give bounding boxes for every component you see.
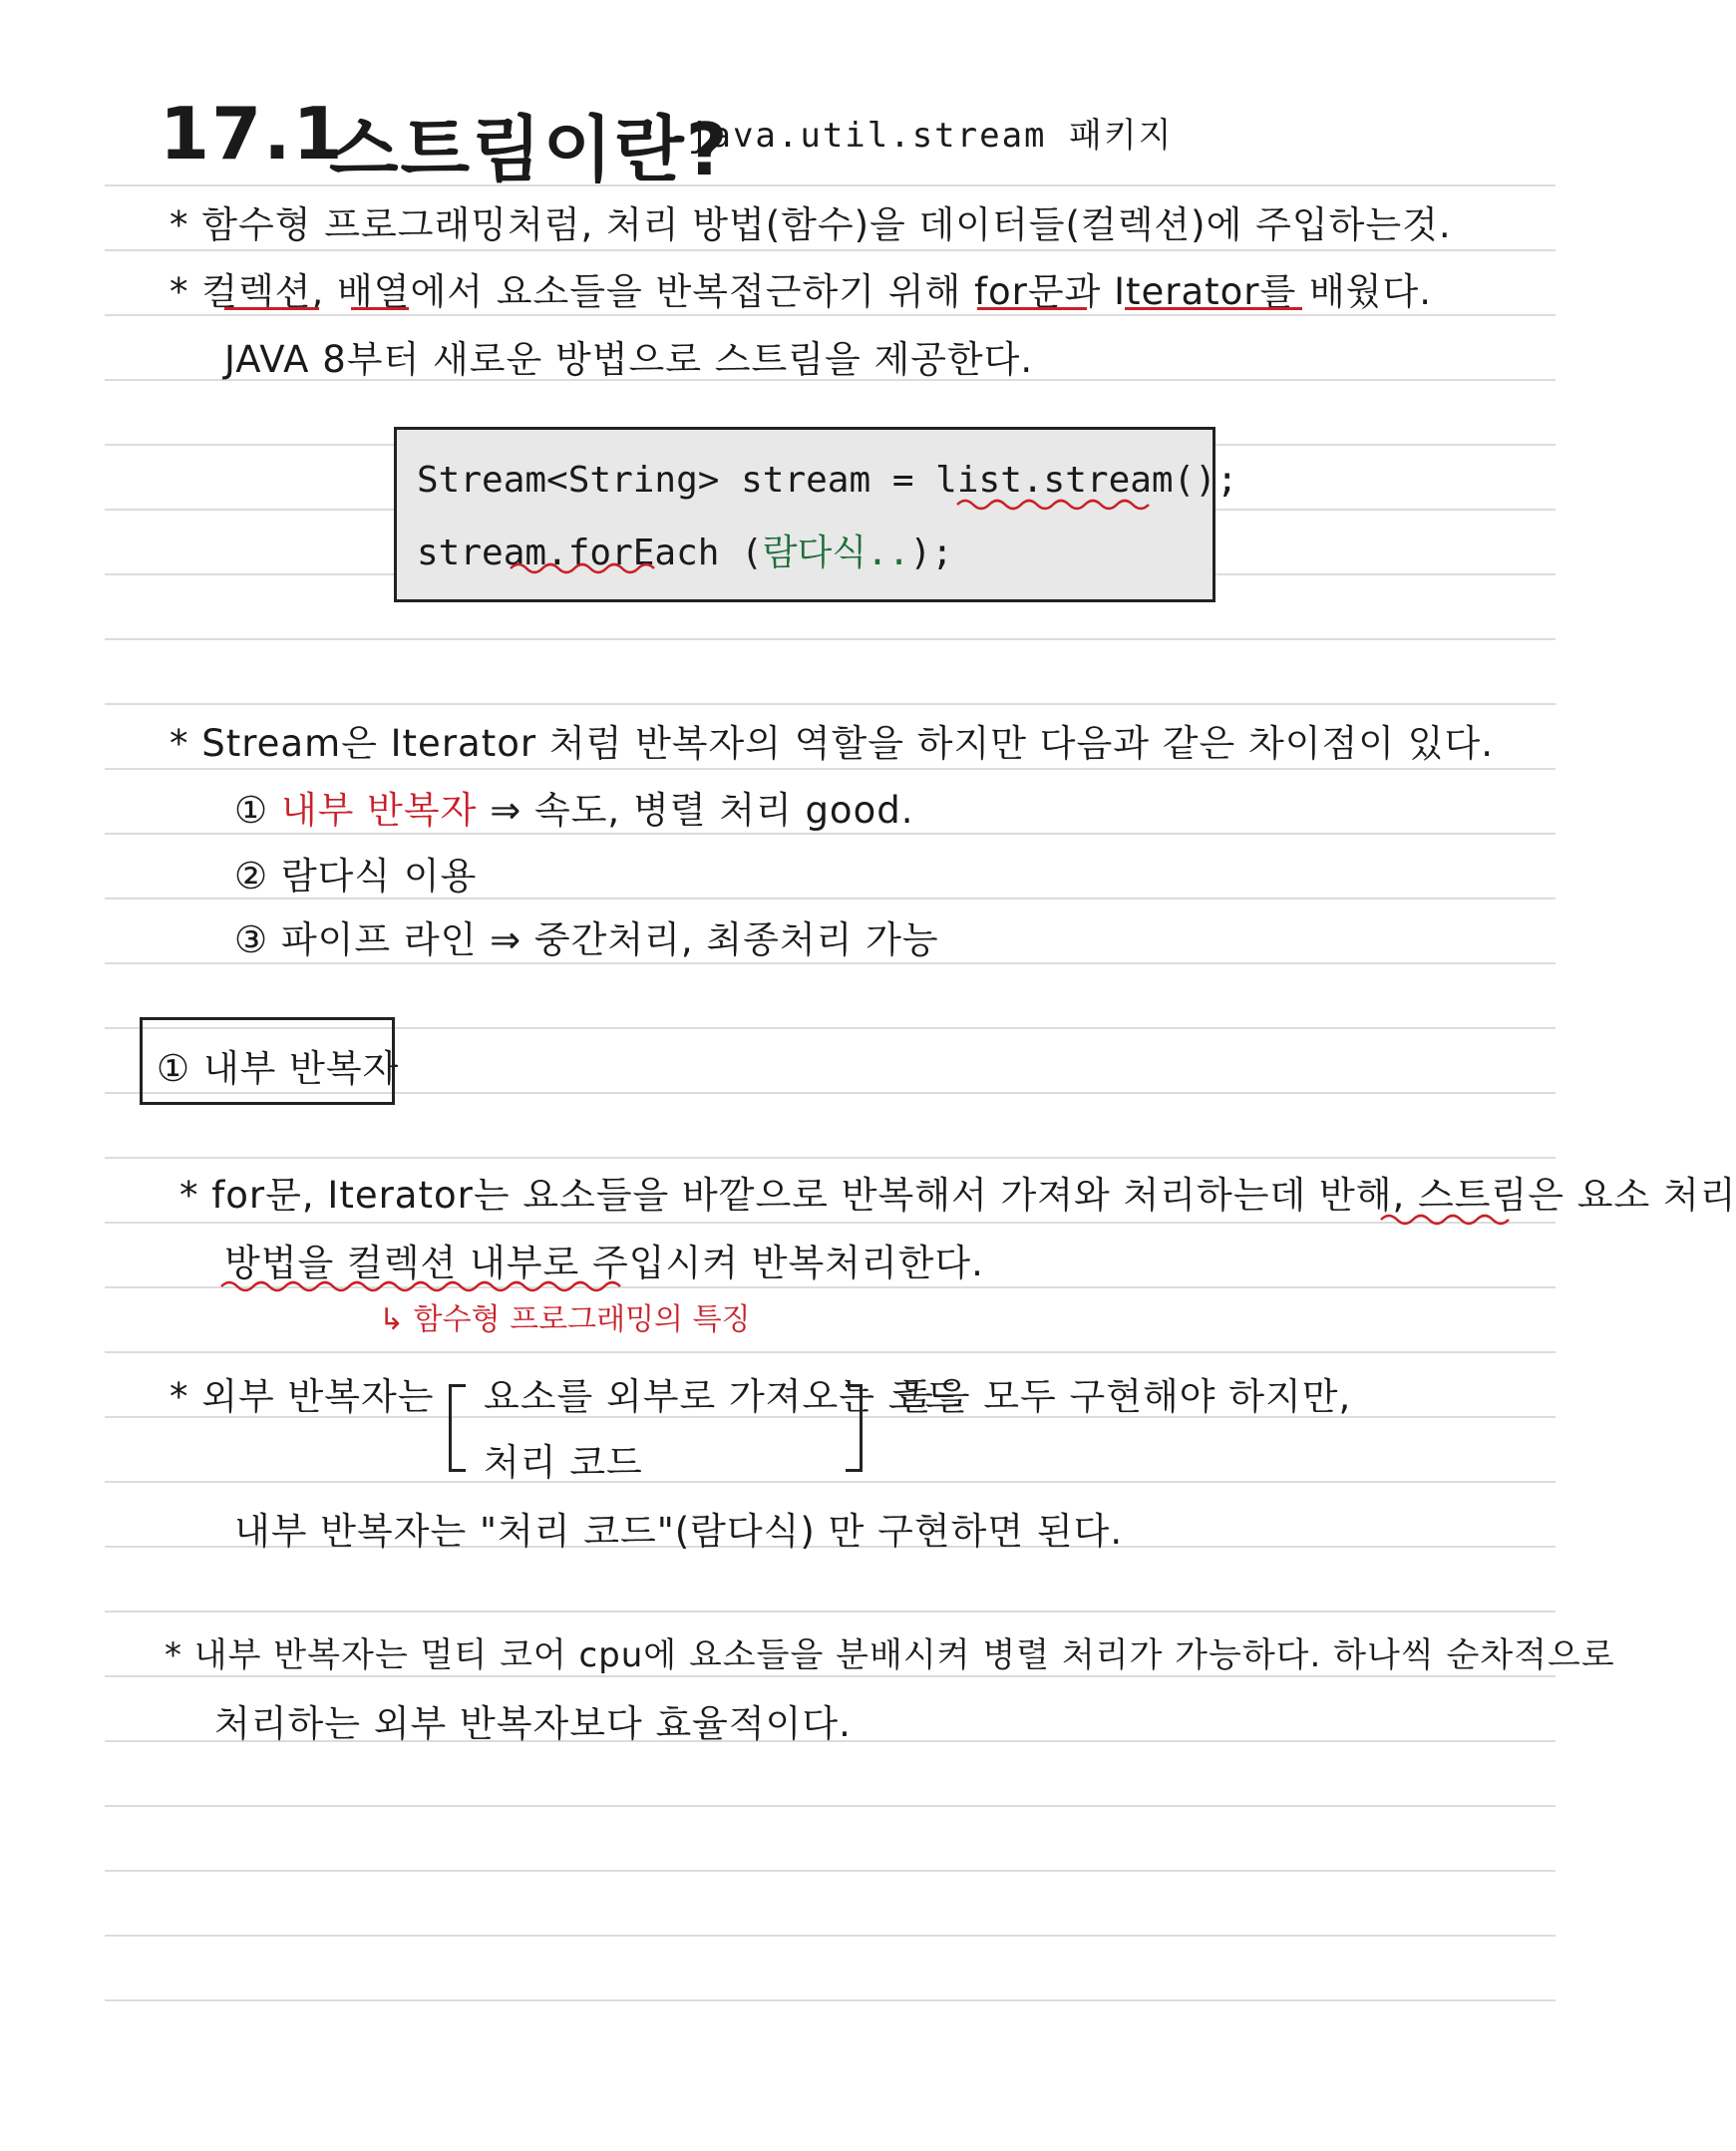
- external-item-2: 처리 코드: [484, 1441, 643, 1484]
- underline-collection: [224, 307, 319, 310]
- internal-p2-text: 컬렉션 내부로 주입시켜 반복처리한다.: [334, 1242, 984, 1284]
- item-1-text: ⇒ 속도, 병렬 처리 good.: [490, 789, 914, 832]
- wavy-underline-foreach: [511, 560, 670, 576]
- space: [1101, 270, 1114, 313]
- rule-line: [105, 768, 1556, 770]
- rule-line: [105, 249, 1556, 251]
- left-bracket: [449, 1384, 466, 1472]
- external-tail: 들을 모두 구현해야 하지만,: [897, 1375, 1352, 1418]
- section-heading-box: [140, 1017, 400, 1105]
- wavy-underline-element-processing: [1381, 1212, 1511, 1228]
- diff-item-3: [234, 909, 939, 963]
- collection-word: 컬렉션: [201, 270, 312, 313]
- rule-line: [105, 1157, 1556, 1159]
- multicore-line-2: 처리하는 외부 반복자보다 효율적이다.: [214, 1702, 852, 1745]
- underline-array: [351, 307, 409, 310]
- underline-iterator: [1125, 307, 1302, 310]
- rule-line: [105, 1481, 1556, 1483]
- underline-for: [977, 307, 1087, 310]
- rule-line: [105, 1222, 1556, 1224]
- internal-iterator-label: 내부 반복자: [280, 789, 478, 832]
- rule-line: [105, 1611, 1556, 1613]
- external-lead: * 외부 반복자는: [170, 1375, 435, 1418]
- rule-line: [105, 1351, 1556, 1353]
- rule-line: [105, 1935, 1556, 1937]
- separator: ,: [311, 270, 338, 313]
- rule-line: [105, 1805, 1556, 1807]
- right-bracket: [846, 1384, 863, 1472]
- diff-item-2: [234, 846, 477, 899]
- bullet: *: [170, 270, 202, 313]
- code-line-2: [417, 525, 953, 575]
- wavy-underline-method: [221, 1278, 630, 1294]
- intro-line-2-end: 를 배웠다.: [1259, 270, 1433, 313]
- intro-line-1: * 함수형 프로그래밍처럼, 처리 방법(함수)을 데이터들(컬렉션)에 주입하는것.: [170, 203, 1452, 246]
- rule-line: [105, 703, 1556, 705]
- wavy-underline-stream: [957, 497, 1157, 513]
- section-heading-number: ①: [157, 1047, 191, 1090]
- rule-line: [105, 184, 1556, 186]
- package-name: java.util.stream 패키지: [688, 116, 1174, 156]
- internal-p1-text: * for문, Iterator는 요소들을 바깥으로 반복해서 가져와 처리하는데 반해, 스트림은: [179, 1174, 1577, 1217]
- rule-line: [105, 638, 1556, 640]
- array-word: 배열: [337, 270, 411, 313]
- code-lambda: 람다식..: [762, 533, 910, 573]
- section-heading-text: 내부 반복자: [202, 1047, 400, 1090]
- item-number: ③: [234, 918, 269, 961]
- diff-intro: * Stream은 Iterator 처럼 반복자의 역할을 하지만 다음과 같은 차이점이 있다.: [170, 722, 1494, 765]
- item-number: ②: [234, 855, 269, 897]
- item-3-text: 파이프 라인 ⇒ 중간처리, 최종처리 가능: [280, 918, 939, 961]
- internal-p1: [179, 1165, 1736, 1219]
- intro-line-2-mid: 에서 요소들을 반복접근하기 위해: [410, 270, 974, 313]
- internal-line: 내부 반복자는 "처리 코드"(람다식) 만 구현하면 된다.: [234, 1510, 1124, 1553]
- external-item-1: 요소를 외부로 가져오는 코드: [484, 1375, 962, 1418]
- multicore-line-1: * 내부 반복자는 멀티 코어 cpu에 요소들을 분배시켜 병렬 처리가 가능하다. 하나씩 순차적으로: [165, 1635, 1615, 1675]
- rule-line: [105, 1999, 1556, 2001]
- code-foreach: stream.forEach (: [417, 533, 763, 573]
- section-heading: [157, 1038, 399, 1092]
- functional-note: ↳ 함수형 프로그래밍의 특징: [379, 1302, 751, 1337]
- item-2-text: 람다식 이용: [280, 855, 478, 897]
- rule-line: [105, 1870, 1556, 1872]
- for-word: for문과: [973, 270, 1102, 313]
- intro-line-3: JAVA 8부터 새로운 방법으로 스트림을 제공한다.: [224, 338, 1034, 381]
- page-title: 스트림이란?: [329, 108, 730, 191]
- method-word: 방법을: [224, 1242, 335, 1284]
- element-processing-word: 요소 처리: [1576, 1174, 1736, 1217]
- diff-item-1: [234, 780, 913, 834]
- code-end: );: [909, 533, 953, 573]
- section-number: 17.1: [160, 92, 345, 176]
- iterator-word: Iterator: [1114, 270, 1260, 313]
- code-line-1: Stream<String> stream = list.stream();: [417, 460, 1238, 501]
- item-number: ①: [234, 789, 269, 832]
